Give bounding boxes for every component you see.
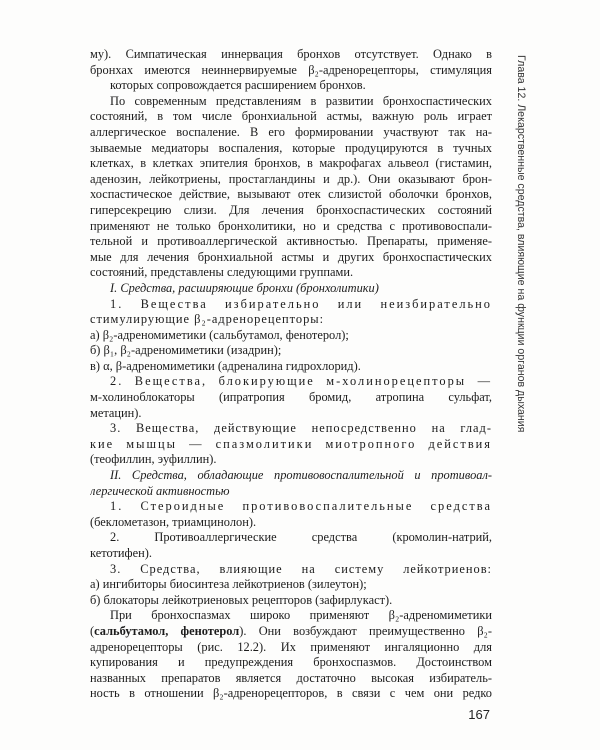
text-fragment: ). Они возбуждают преимущественно β₂- <box>239 623 492 638</box>
page-number: 167 <box>468 707 490 722</box>
text-line: 2. Противоаллергические средства (кромолин-натрий, <box>110 530 492 545</box>
text-line: тельной и противоаллергической активностью. Препараты, применяе- <box>90 234 492 249</box>
text-line: 3. Средства, влияющие на систему лейкотриенов: <box>110 561 492 576</box>
text-line: (теофиллин, эуфиллин). <box>90 452 217 467</box>
text-line: а) β₂-адреномиметики (сальбутамол, фенотерол); <box>90 327 349 342</box>
text-line: мые для лечения бронхиальной астмы и других бронхоспастических <box>90 249 492 264</box>
text-line: применяют не только бронхолитики, но и средства с противовоспали- <box>90 218 492 233</box>
text-line <box>90 624 492 640</box>
text-line: метацин). <box>90 405 142 420</box>
running-header-text: Глава 12. Лекарственные средства, влияющие на функции органов дыхания <box>515 55 527 433</box>
text-line: аллергическое воспаление. В его формировании участвуют так на- <box>90 124 492 139</box>
text-line: лергической активностью <box>90 483 230 498</box>
text-line: 1. Стероидные противовоспалительные средства <box>110 499 492 514</box>
text-line: ность в отношении β₂-адренорецепторов, в связи с чем они редко <box>90 686 492 701</box>
text-line: адренорецепторы (рис. 12.2). Их применяют ингаляционно для <box>90 639 492 654</box>
text-line: 2. Вещества, блокирующие м-холинорецепторы — <box>110 374 492 389</box>
body-text <box>90 47 492 702</box>
text-line: которых сопровождается расширением бронхов. <box>110 78 366 93</box>
text-line: состояний, представлены следующими группами. <box>90 265 354 280</box>
text-line: аденозин, лейкотриены, простагландины и др.). Они оказывают брон- <box>90 171 492 186</box>
bold-drug-names: сальбутамол, фенотерол <box>94 623 240 638</box>
text-line: названных препаратов является достаточно высокая избиратель- <box>90 670 492 685</box>
text-line: а) ингибиторы биосинтеза лейкотриенов (зилеутон); <box>90 577 367 592</box>
text-line: бронхах имеются неиннервируемые β₂-адренорецепторы, стимуляция <box>90 62 492 77</box>
text-line: гиперсекрецию слизи. Для лечения бронхоспастических состояний <box>90 202 492 217</box>
text-line: I. Средства, расширяющие бронхи (бронхолитики) <box>110 280 379 295</box>
text-line: (беклометазон, триамцинолон). <box>90 514 257 529</box>
running-header <box>513 55 527 625</box>
text-line: купирования и предупреждения бронхоспазмов. Достоинством <box>90 655 492 670</box>
text-line: му). Симпатическая иннервация бронхов отсутствует. Однако в <box>90 47 492 61</box>
text-line: состояний, в том числе бронхиальной астмы, важную роль играет <box>90 109 492 124</box>
text-line: м-холиноблокаторы (ипратропия бромид, атропина сульфат, <box>90 390 492 405</box>
text-line: По современным представлениям в развитии бронхоспастических <box>110 93 492 108</box>
text-line: 3. Вещества, действующие непосредственно на глад- <box>110 421 492 436</box>
text-line: б) β₁, β₂-адреномиметики (изадрин); <box>90 343 282 358</box>
text-line: кетотифен). <box>90 546 152 560</box>
text-line: хоспастическое действие, вызывают отек слизистой оболочки бронхов, <box>90 187 492 202</box>
text-line: II. Средства, обладающие противовоспалительной и противоал- <box>110 468 492 483</box>
text-line: зываемые медиаторы воспаления, которые продуцируются в тучных <box>90 140 492 155</box>
text-line: в) α, β-адреномиметики (адреналина гидрохлорид). <box>90 358 361 373</box>
text-line: При бронхоспазмах широко применяют β₂-адреномиметики <box>110 608 492 623</box>
text-line: стимулирующие β₂-адренорецепторы: <box>90 312 325 327</box>
text-line: кие мышцы — спазмолитики миотропного действия <box>90 436 492 451</box>
text-line: 1. Вещества избирательно или неизбирательно <box>110 296 492 311</box>
text-line: б) блокаторы лейкотриеновых рецепторов (зафирлукаст). <box>90 592 393 607</box>
text-line: клетках, в клетках эпителия бронхов, в макрофагах альвеол (гистамин, <box>90 156 492 171</box>
text-fragment: ( <box>90 623 95 638</box>
